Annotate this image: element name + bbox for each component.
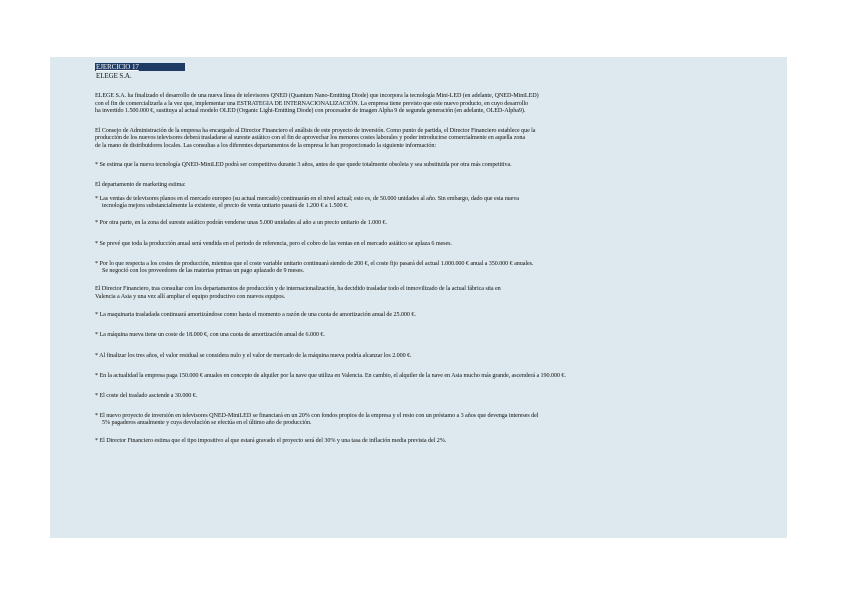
- intro-line: con el fin de comercializarla a la vez que, implementar una ESTRATEGIA DE INTERNACIONALIZACIÓN. La empresa tiene previsto que este nuevo producto, en cuyo desarrollo: [95, 100, 529, 107]
- finance-bullet: [95, 332, 785, 339]
- bullet-text: * En la actualidad la empresa paga 150.000 € anuales en concepto de alquiler por la nave que utiliza en Valencia. En cambio, el alquiler de la nave en Asia mucho más grande, ascenderá a 190.000 €.: [95, 372, 566, 379]
- intro-paragraph: [95, 93, 785, 115]
- context-line: El Consejo de Administración de la empresa ha encargado al Director Financiero el análisis de este proyecto de inversión. Como punto de partida, el Director Financiero establece que la: [95, 128, 536, 135]
- context-paragraph: [95, 128, 785, 150]
- finance-intro-line: El Director Financiero, tras consultar con los departamentos de producción y de internacionalización, ha decidido trasladar todo el inmovilizado de la actual fábrica sita en: [95, 286, 501, 293]
- finance-intro-line: Valencia a Asia y una vez allí ampliar el equipo productivo con nuevos equipos.: [95, 293, 286, 300]
- finance-bullet: [95, 413, 785, 428]
- exercise-title: EJERCICIO 17: [95, 63, 185, 71]
- marketing-bullet: [95, 241, 785, 248]
- document-sheet: [50, 57, 787, 538]
- context-line: producción de los nuevos televisores deberá trasladarse al sureste asiático con el fin de aprovechar los menores costes laborales y poder introducirse comercialmente en aquella zona: [95, 135, 526, 142]
- bullet-text: * Por otra parte, en la zona del sureste asiático podrán venderse unas 5.000 unidades al año a un precio unitario de 1.000 €.: [95, 220, 387, 227]
- bullet-continuation: 5% pagaderos anualmente y cuya devolución se efectúa en el último año de producción.: [102, 419, 312, 426]
- exercise-body: [95, 63, 785, 445]
- finance-bullet: [95, 438, 785, 445]
- bullet-continuation: Se negoció con los proveedores de las materias primas un pago aplazado de 9 meses.: [102, 268, 304, 275]
- company-name: ELEGE S.A.: [96, 72, 132, 81]
- bullet-text: * El Director Financiero estima que el tipo impositivo al que estará gravado el proyecto será del 30% y una tasa de inflación media prevista del 2%.: [95, 438, 447, 445]
- intro-line: ELEGE S.A. ha finalizado el desarrollo de una nueva línea de televisores QNED (Quantum Nano-Emitting Diode) que incorpora la tecnología Mini-LED (en adelante, QNED-MiniLED): [95, 93, 539, 100]
- bullet-text: * Al finalizar los tres años, el valor residual se considera nulo y el valor de mercado de la máquina nueva podría alcanzar los 2.000 €.: [95, 352, 412, 359]
- bullet-text: * El nuevo proyecto de inversión en televisores QNED-MiniLED se financiará en un 20% con fondos propios de la empresa y el resto con un préstamo a 3 años que devenga intereses del: [95, 412, 539, 419]
- finance-bullet: [95, 393, 785, 400]
- marketing-bullet: [95, 220, 785, 227]
- bullet-text: * Se prevé que toda la producción anual será vendida en el periodo de referencia, pero el cobro de las ventas en el mercado asiático se aplaza 6 meses.: [95, 240, 452, 247]
- bullet-text: * Por lo que respecta a los costes de producción, mientras que el coste variable unitario continuará siendo de 200 €, el coste fijo pasará del actual 1.000.000 € anual a 350.000 € anuales.: [95, 260, 534, 267]
- bullet-text: * Las ventas de televisores planos en el mercado europeo (su actual mercado) continuarán en el nivel actual; esto es, de 50.000 unidades al año. Sin embargo, dado que esta nueva: [95, 195, 519, 202]
- bullet-text: * La máquina nueva tiene un coste de 18.000 €, con una cuota de amortización anual de 6.000 €.: [95, 332, 325, 339]
- finance-bullet: [95, 353, 785, 360]
- marketing-heading: El departamento de marketing estima:: [95, 182, 186, 189]
- marketing-bullet: [95, 196, 785, 211]
- lifecycle-bullet: * Se estima que la nueva tecnología QNED-MiniLED podrá ser competitiva durante 3 años, antes de que quede totalmente obsoleta y sea substituida por otra más competitiva.: [95, 162, 512, 169]
- finance-intro-paragraph: [95, 286, 785, 301]
- context-line: de la mano de distribuidores locales. Las consultas a los diferentes departamentos de la empresa le han proporcionado la siguiente información:: [95, 142, 437, 149]
- marketing-bullet: [95, 261, 785, 276]
- bullet-text: * El coste del traslado asciende a 30.000 €.: [95, 393, 198, 400]
- finance-bullet: [95, 312, 785, 319]
- finance-bullet: [95, 373, 785, 380]
- bullet-text: * La maquinaria trasladada continuará amortizándose como hasta el momento a razón de una cuota de amortización anual de 25.000 €.: [95, 312, 416, 319]
- bullet-continuation: tecnología mejora substancialmente la existente, el precio de venta unitario pasará de 1.200 € a 1.500 €.: [102, 202, 349, 209]
- intro-line: ha invertido 1.500.000 €, sustituya al actual modelo OLED (Organic Light-Emitting Diode) con procesador de imagen Alpha 9 de segunda generación (en adelante, OLED-Alpha9).: [95, 107, 526, 114]
